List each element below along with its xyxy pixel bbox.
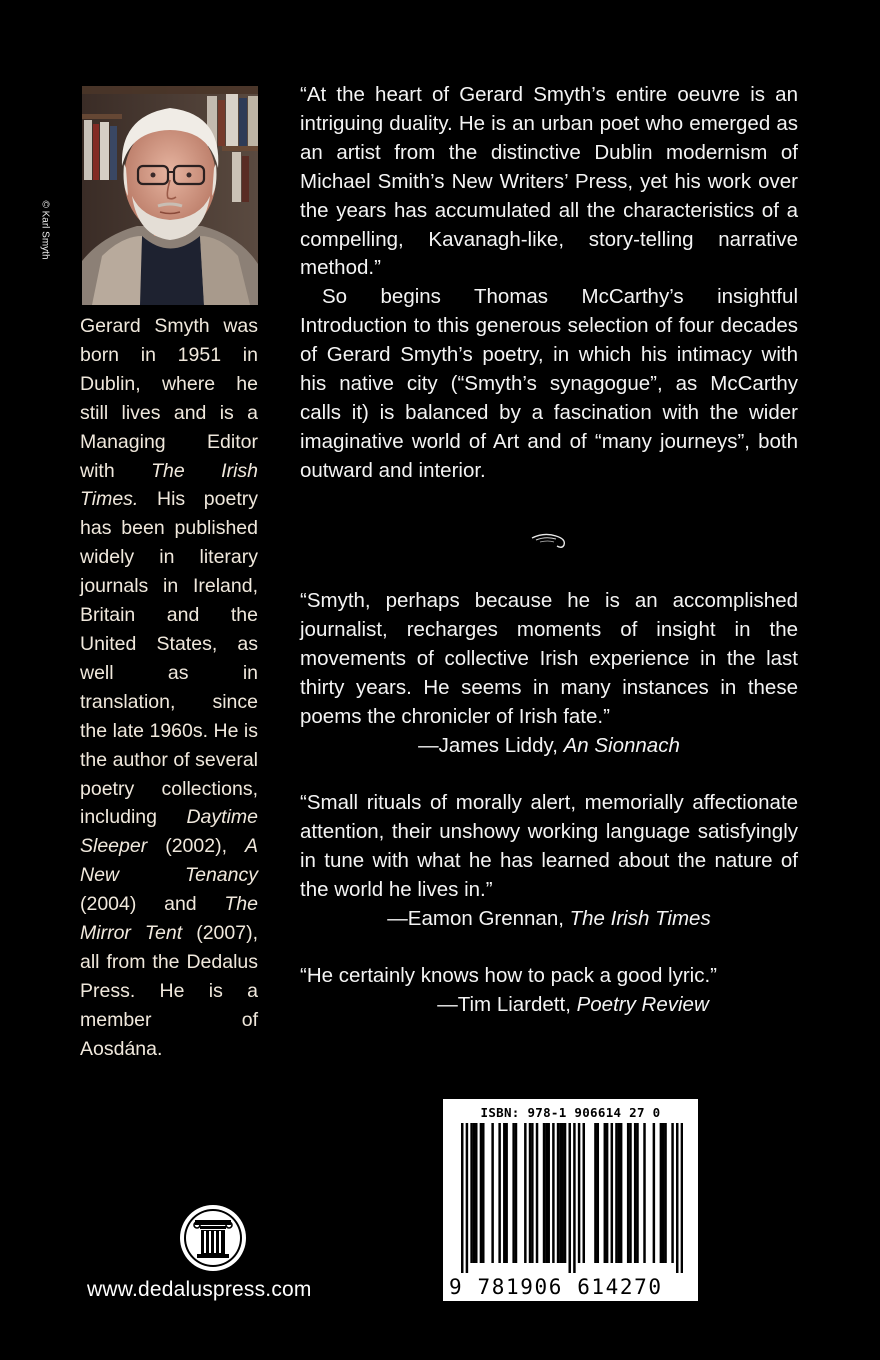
barcode-bar (660, 1123, 662, 1263)
bio-text: His poetry has been published widely in literary journals in Ireland, Britain and the United States, as well as in translation, since the late 1960s. He is the author of several poetry collections, including (80, 488, 258, 829)
barcode-bar (664, 1123, 666, 1263)
barcode-bar (618, 1123, 620, 1263)
review-quote (300, 789, 798, 934)
barcode-bar (627, 1123, 629, 1263)
ean-number: 9 781906 614270 (449, 1275, 663, 1299)
barcode-bar (676, 1123, 678, 1273)
barcode-bar (557, 1123, 559, 1263)
review-text: “He certainly knows how to pack a good lyric.” (300, 964, 718, 987)
intro-paragraph: So begins Thomas McCarthy’s insightful Introduction to this generous selection of four decades of Gerard Smyth’s poetry, in which his intimacy with his native city (“Smyth’s synagogue”, as McCarthy calls it) is balanced by a fascination with the wider imaginative world of Art and of “many journeys”, both outward and interior. (300, 285, 798, 482)
intro-blurb (300, 81, 798, 486)
bio-text: (2007), all from the Dedalus Press. He is a member of Aosdána. (80, 922, 258, 1060)
review-quote (300, 962, 798, 1020)
bio-text: (2004) and (80, 893, 225, 916)
barcode-bar (636, 1123, 638, 1263)
barcode-bar (671, 1123, 673, 1263)
barcode-bar (662, 1123, 664, 1263)
barcode-bar (643, 1123, 645, 1263)
review-text: “Smyth, perhaps because he is an accomplished journalist, recharges moments of insight in the movements of collective Irish experience in the last thirty years. He seems in many instances in these poems the chronicler of Irish fate.” (300, 589, 798, 728)
bio-book-title: Daytime Sleeper (80, 806, 258, 858)
barcode-bar (583, 1123, 585, 1263)
barcode-bar (529, 1123, 531, 1263)
barcode-bar (470, 1123, 472, 1263)
review-text: “Small rituals of morally alert, memorially affectionate attention, their unshowy working language satisfyingly in tune with what he has learned about the nature of the world he lives in.” (300, 791, 798, 901)
barcode-bar (498, 1123, 500, 1263)
barcode-bar (634, 1123, 636, 1263)
review-author: —James Liddy, (418, 733, 564, 757)
barcode-bar (564, 1123, 566, 1263)
author-portrait-illustration (82, 86, 258, 305)
review-attribution (300, 732, 798, 761)
review-quote (300, 587, 798, 760)
review-attribution (300, 905, 798, 934)
bio-newspaper-title: The Irish Times. (80, 459, 258, 511)
publisher-website-link[interactable]: www.dedaluspress.com (87, 1278, 312, 1301)
barcode-bar (578, 1123, 580, 1263)
barcode-bar (524, 1123, 526, 1263)
bio-text: (2002), (147, 835, 245, 858)
barcode-bar (620, 1123, 622, 1263)
barcode-bar (547, 1123, 549, 1263)
barcode-bar (552, 1123, 554, 1263)
barcode-bar (505, 1123, 507, 1263)
barcode-bar (480, 1123, 482, 1263)
barcode-bar (629, 1123, 631, 1263)
barcode-bar (482, 1123, 484, 1263)
barcode-bar (503, 1123, 505, 1263)
barcode-bar (681, 1123, 683, 1273)
bio-text: Gerard Smyth was born in 1951 in Dublin, where he still lives and is a Managing Editor with (80, 315, 258, 482)
review-source: The Irish Times (569, 906, 711, 930)
review-attribution (300, 991, 798, 1020)
barcode-bar (475, 1123, 477, 1263)
barcode-bar (512, 1123, 514, 1263)
barcode-bar (594, 1123, 596, 1263)
barcode-bar (466, 1123, 468, 1273)
barcode-bar (611, 1123, 613, 1263)
barcode-bar (568, 1123, 570, 1273)
barcode-bar (531, 1123, 533, 1263)
author-bio (80, 312, 258, 1064)
barcode-bars (461, 1123, 683, 1273)
barcode-bar (559, 1123, 561, 1263)
review-source: An Sionnach (563, 733, 680, 757)
barcode-bar (461, 1123, 463, 1273)
barcode-bar (536, 1123, 538, 1263)
flourish-ornament-icon (530, 528, 570, 557)
barcode-bar (561, 1123, 563, 1263)
barcode-bar (604, 1123, 606, 1263)
barcode-bar (653, 1123, 655, 1263)
review-author: —Eamon Grennan, (387, 906, 570, 930)
isbn-label: ISBN: 978-1 906614 27 0 (480, 1105, 661, 1120)
barcode-bar (606, 1123, 608, 1263)
bio-book-title: A New Tenancy (80, 835, 258, 887)
barcode-bar (491, 1123, 493, 1263)
intro-quote: “At the heart of Gerard Smyth’s entire oeuvre is an intriguing duality. He is an urban poet who emerged as an artist from the distinctive Dublin modernism of Michael Smith’s New Writers’ Press, yet his work over the years has accumulated all the characteristics of a compelling, Kavanagh-like, story-telling narrative method.” (300, 83, 798, 280)
barcode-bar (545, 1123, 547, 1263)
barcode-bar (515, 1123, 517, 1263)
barcode-bar (597, 1123, 599, 1263)
dedalus-press-logo (178, 1203, 248, 1278)
barcode-bar (615, 1123, 617, 1263)
photo-credit: © Karl Smyth (39, 200, 51, 260)
author-photo (82, 86, 258, 305)
isbn-barcode (443, 1099, 698, 1301)
barcode-bar (573, 1123, 575, 1273)
review-source: Poetry Review (576, 992, 709, 1016)
review-author: —Tim Liardett, (437, 992, 577, 1016)
barcode-bar (543, 1123, 545, 1263)
barcode-bar (473, 1123, 475, 1263)
bio-book-title: The Mirror Tent (80, 893, 258, 945)
